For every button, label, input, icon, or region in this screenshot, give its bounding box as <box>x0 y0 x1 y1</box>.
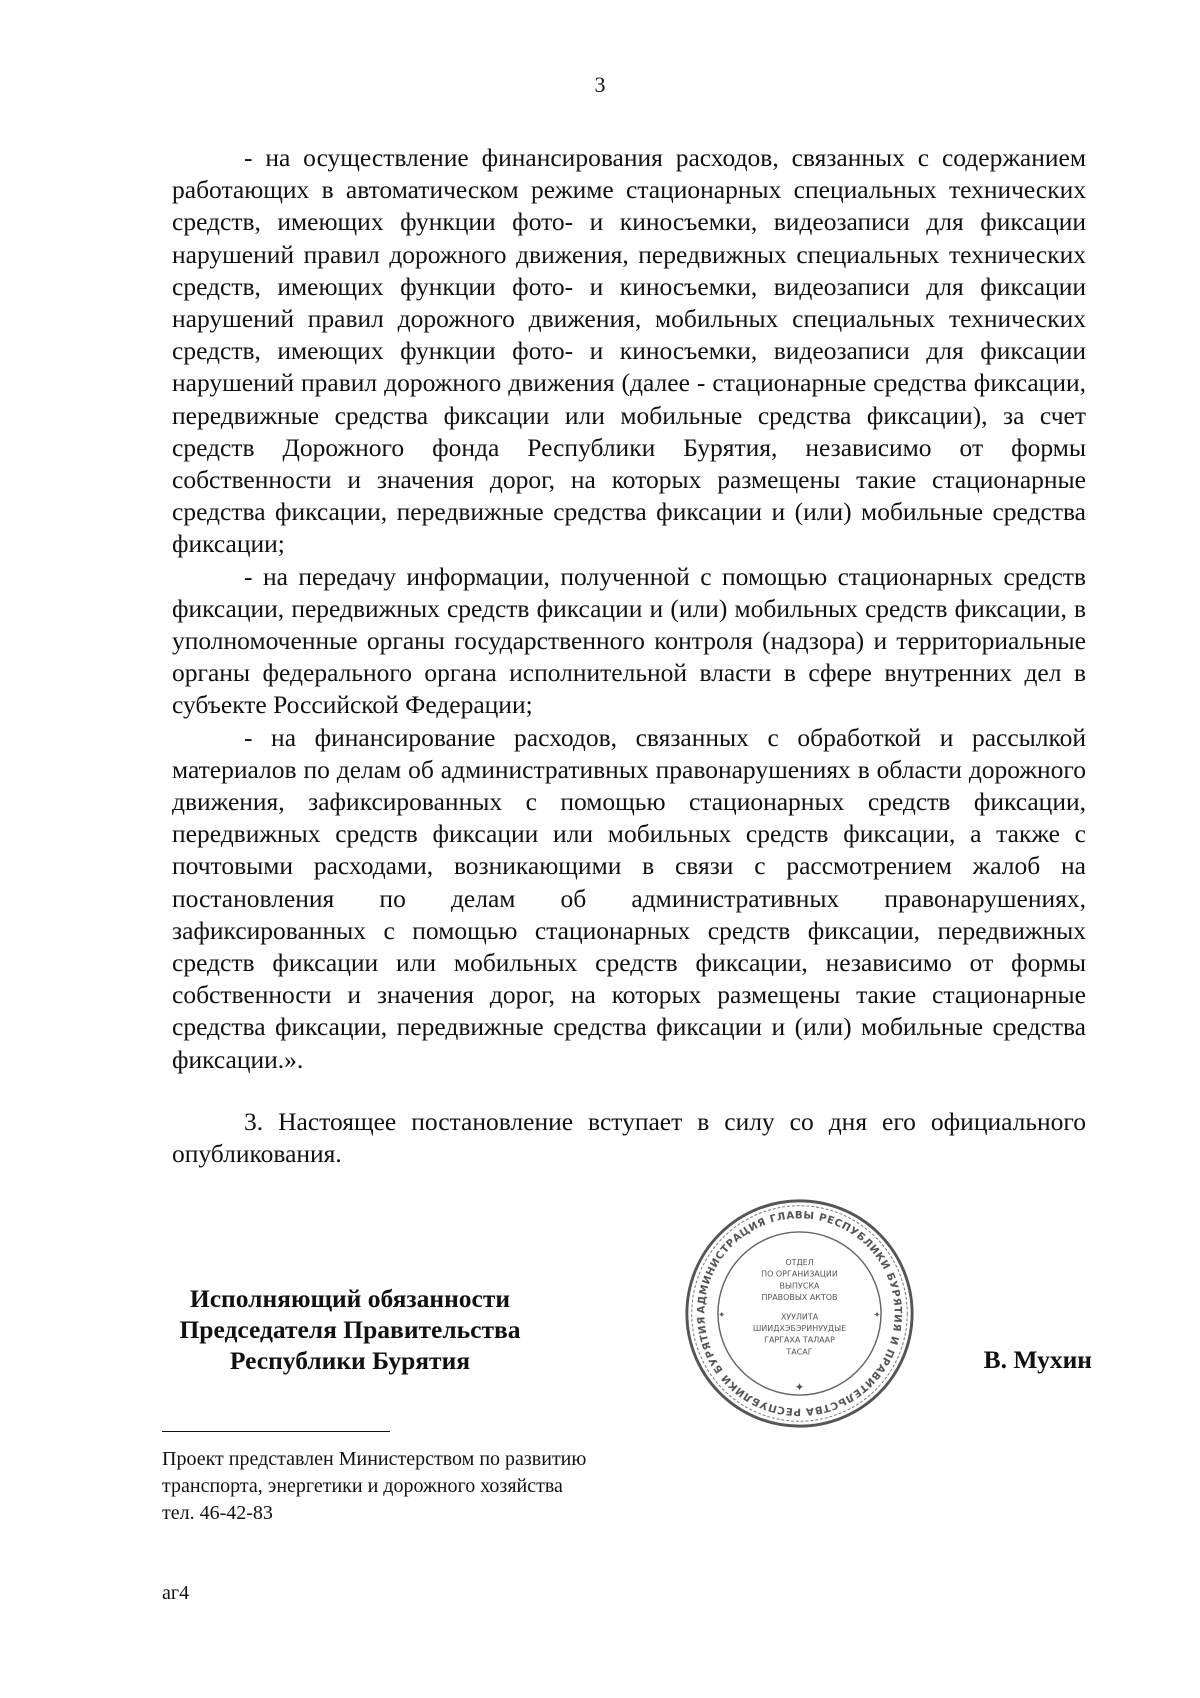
svg-text:ВЫПУСКА: ВЫПУСКА <box>779 1281 820 1291</box>
document-code: аг4 <box>162 1582 190 1604</box>
svg-text:✦: ✦ <box>873 1309 881 1320</box>
footnote-line: Проект представлен Министерством по развитию <box>162 1448 587 1470</box>
footnote-divider <box>162 1431 390 1432</box>
svg-text:ШИИДХЭБЭРИНУУДЫЕ: ШИИДХЭБЭРИНУУДЫЕ <box>752 1323 847 1333</box>
svg-text:ПО ОРГАНИЗАЦИИ: ПО ОРГАНИЗАЦИИ <box>761 1269 838 1279</box>
paragraph-information-transfer: - на передачу информации, полученной с помощью стационарных средств фиксации, передвижных средств фиксации и (или) мобильных средств фиксации, в уполномоченные органы государственного контроля (надзора) и территориальные органы федерального органа исполнительной власти в сфере внутренних дел в субъекте Российской Федерации; <box>172 561 1086 720</box>
document-body <box>172 142 1086 1170</box>
svg-text:ОТДЕЛ: ОТДЕЛ <box>785 1257 814 1267</box>
paragraph-financing-processing: - на финансирование расходов, связанных с обработкой и рассылкой материалов по делам об административных правонарушениях в области дорожного движения, зафиксированных с помощью стационарных средств фиксации, передвижных средств фиксации или мобильных средств фиксации, а также с почтовыми расходами, возникающими в связи с рассмотрением жалоб на постановления по делам об административных правонарушениях, зафиксированных с помощью стационарных средств фиксации, передвижных средств фиксации или мобильных средств фиксации, независимо от формы собственности и значения дорог, на которых размещены такие стационарные средства фиксации, передвижные средства фиксации и (или) мобильные средства фиксации.». <box>172 722 1086 1074</box>
svg-text:✦: ✦ <box>718 1309 726 1320</box>
signatory-position-line: Исполняющий обязанности <box>189 1284 511 1313</box>
footnote-phone: тел. 46-42-83 <box>162 1502 273 1524</box>
svg-text:ПРАВОВЫХ АКТОВ: ПРАВОВЫХ АКТОВ <box>761 1292 838 1302</box>
project-footnote <box>162 1446 722 1527</box>
paragraph-entry-into-force: 3. Настоящее постановление вступает в силу со дня его официального опубликования. <box>172 1106 1086 1169</box>
official-seal-stamp <box>683 1197 916 1430</box>
svg-text:ГАРГАХА ТАЛААР: ГАРГАХА ТАЛААР <box>764 1335 835 1345</box>
svg-text:ХУУЛИТА: ХУУЛИТА <box>780 1312 819 1322</box>
svg-text:АДМИНИСТРАЦИЯ ГЛАВЫ РЕСПУБЛИКИ: АДМИНИСТРАЦИЯ ГЛАВЫ РЕСПУБЛИКИ БУРЯТИЯ И ПРАВИТЕЛЬСТВА РЕСПУБЛИКИ БУРЯТИЯ <box>696 1210 903 1417</box>
signatory-name: В. Мухин <box>983 1345 1092 1374</box>
footnote-line: транспорта, энергетики и дорожного хозяйства <box>162 1475 563 1497</box>
signatory-position-line: Председателя Правительства <box>179 1315 521 1344</box>
page-number: 3 <box>594 72 606 97</box>
svg-text:ТАСАГ: ТАСАГ <box>786 1347 813 1357</box>
signatory-position-line: Республики Бурятия <box>229 1346 471 1375</box>
svg-text:✦: ✦ <box>794 1381 805 1395</box>
signatory-position <box>150 1283 550 1376</box>
paragraph-financing-maintenance: - на осуществление финансирования расходов, связанных с содержанием работающих в автоматическом режиме стационарных специальных технических средств, имеющих функции фото- и киносъемки, видеозаписи для фиксации нарушений правил дорожного движения, передвижных специальных технических средств, имеющих функции фото- и киносъемки, видеозаписи для фиксации нарушений правил дорожного движения, мобильных специальных технических средств, имеющих функции фото- и киносъемки, видеозаписи для фиксации нарушений правил дорожного движения (далее - стационарные средства фиксации, передвижные средства фиксации или мобильные средства фиксации), за счет средств Дорожного фонда Республики Бурятия, независимо от формы собственности и значения дорог, на которых размещены такие стационарные средства фиксации, передвижные средства фиксации и (или) мобильные средства фиксации; <box>172 143 1086 559</box>
